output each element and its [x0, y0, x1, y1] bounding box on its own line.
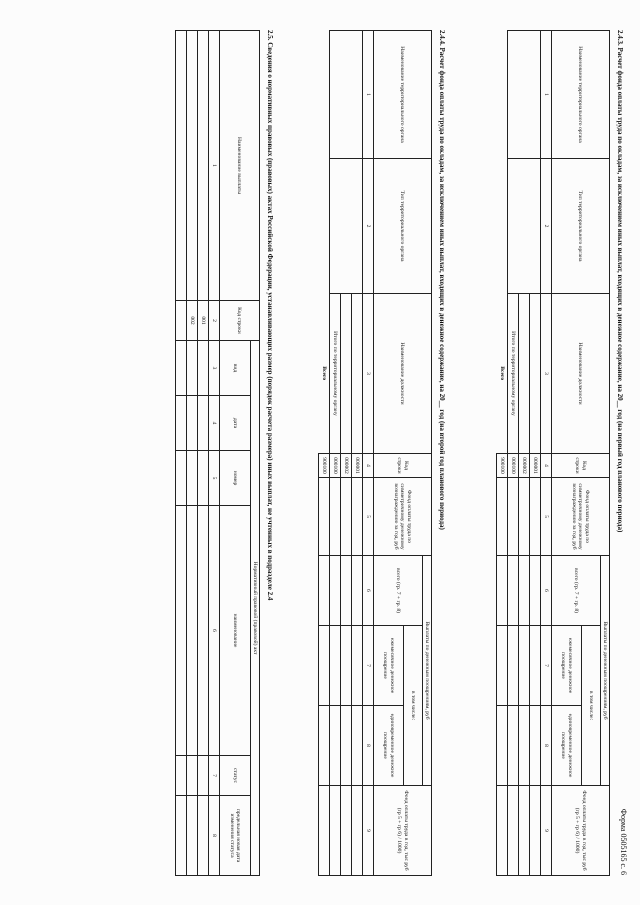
- s243-cell[interactable]: [529, 556, 540, 626]
- table-row: [318, 31, 329, 876]
- s244-colnum: 1: [362, 31, 373, 159]
- s25-cell[interactable]: [197, 796, 208, 876]
- s25-cell[interactable]: [186, 341, 197, 396]
- s244-position-cell[interactable]: [351, 294, 362, 454]
- s243-h-col2: Тип территориального органа: [551, 159, 609, 294]
- s243-cell[interactable]: [529, 626, 540, 706]
- s244-cell[interactable]: [340, 478, 351, 556]
- s243-cell[interactable]: [518, 786, 529, 876]
- s243-colnum: 6: [540, 556, 551, 626]
- s244-h-col6: всего (гр. 7 + гр. 8): [373, 556, 422, 626]
- s25-cell[interactable]: [175, 796, 186, 876]
- s25-cell[interactable]: [197, 341, 208, 396]
- table-row: [496, 31, 507, 876]
- s243-position-cell[interactable]: [529, 294, 540, 454]
- s25-cell[interactable]: [197, 451, 208, 506]
- s244-cell[interactable]: [318, 478, 329, 556]
- s243-cell[interactable]: [529, 786, 540, 876]
- s243-colnum: 3: [540, 294, 551, 454]
- s25-h-col3: вид: [219, 341, 250, 396]
- s243-row-code: 000001: [529, 454, 540, 478]
- s244-cell[interactable]: [329, 556, 340, 626]
- s25-cell[interactable]: [175, 301, 186, 341]
- s244-h-col3: Наименование должности: [373, 294, 431, 454]
- s25-cell[interactable]: [197, 506, 208, 756]
- s244-h-group: Выплаты по денежным поощрениям, руб: [422, 556, 431, 786]
- s243-cell[interactable]: [518, 626, 529, 706]
- s244-cell[interactable]: [329, 786, 340, 876]
- s243-cell[interactable]: [518, 478, 529, 556]
- s243-h-group: Выплаты по денежным поощрениям, руб: [600, 556, 609, 786]
- s243-h-col6: всего (гр. 7 + гр. 8): [551, 556, 600, 626]
- s25-cell[interactable]: [197, 396, 208, 451]
- s244-total-terr-code: 000100: [329, 454, 340, 478]
- s243-h-inthat: в том числе:: [582, 626, 600, 786]
- s25-cell[interactable]: [186, 756, 197, 796]
- s244-position-cell[interactable]: [340, 294, 351, 454]
- s244-total-terr-label: Итого по территориальному органу: [329, 294, 340, 454]
- s25-cell[interactable]: [175, 506, 186, 756]
- s244-cell[interactable]: [340, 786, 351, 876]
- table-row: [197, 31, 208, 876]
- s243-h-col5: Фонд оплаты труда по симметричному денежному вознаграждению за год, руб: [551, 478, 609, 556]
- s25-cell[interactable]: [197, 756, 208, 796]
- s244-h-col2: Тип территориального органа: [373, 159, 431, 294]
- s244-cell[interactable]: [318, 626, 329, 706]
- s244-colnum: 9: [362, 786, 373, 876]
- s244-cell[interactable]: [340, 706, 351, 786]
- s25-h-col8: предельная новая дата изменения статуса: [219, 796, 250, 876]
- s244-h-col8: единовременное денежное поощрение: [373, 706, 404, 786]
- section-25-table: [175, 30, 260, 876]
- s25-h-col6: наименование: [219, 506, 250, 756]
- s243-h-col7: ежемесячное денежное поощрение: [551, 626, 582, 706]
- s25-cell[interactable]: [175, 341, 186, 396]
- s244-terr-name-cell[interactable]: [329, 31, 362, 159]
- s243-cell[interactable]: [507, 706, 518, 786]
- s25-colnum: 3: [208, 341, 219, 396]
- section-244-title: 2.4.4. Расчет фонда оплаты труда по окладам, за исключением иных выплат, входящих в денежное содержание, на 20__ год (на второй год планового периода): [438, 30, 446, 530]
- s244-colnum: 5: [362, 478, 373, 556]
- s244-h-col4: Код строки: [373, 454, 431, 478]
- s25-cell[interactable]: [175, 396, 186, 451]
- s244-cell[interactable]: [351, 478, 362, 556]
- s244-cell[interactable]: [329, 706, 340, 786]
- s244-cell[interactable]: [351, 706, 362, 786]
- s243-cell[interactable]: [507, 626, 518, 706]
- s244-h-col9: Фонд оплаты труда в год, тыс руб (гр 5 + гр 6) / 1000): [373, 786, 431, 876]
- section-244-table: [318, 30, 432, 876]
- s243-position-cell[interactable]: [518, 294, 529, 454]
- s25-cell[interactable]: [186, 451, 197, 506]
- s243-cell[interactable]: [496, 556, 507, 626]
- s243-cell[interactable]: [518, 556, 529, 626]
- table-row: [175, 31, 186, 876]
- s25-colnum: 5: [208, 451, 219, 506]
- s25-h-group: Нормативный правовой (правовой) акт: [250, 341, 259, 876]
- s244-cell[interactable]: [340, 556, 351, 626]
- s25-cell[interactable]: [175, 756, 186, 796]
- s25-row-code: 001: [197, 301, 208, 341]
- s244-cell[interactable]: [351, 626, 362, 706]
- s25-h-col5: номер: [219, 451, 250, 506]
- s244-colnum: 7: [362, 626, 373, 706]
- s244-cell[interactable]: [351, 786, 362, 876]
- s243-total-label: Всего: [498, 366, 505, 381]
- s243-colnum: 9: [540, 786, 551, 876]
- s244-cell[interactable]: [329, 478, 340, 556]
- s244-colnum: 4: [362, 454, 373, 478]
- s243-cell[interactable]: [496, 626, 507, 706]
- section-243-table: [496, 30, 610, 876]
- s243-colnum: 8: [540, 706, 551, 786]
- s244-row-code: 000001: [351, 454, 362, 478]
- s244-cell[interactable]: [329, 626, 340, 706]
- s25-row-code: 002: [186, 301, 197, 341]
- s244-terr-type-cell[interactable]: [329, 159, 362, 294]
- s244-h-col5: Фонд оплаты труда по симметричному денежному вознаграждению за год, руб: [373, 478, 431, 556]
- s243-cell[interactable]: [507, 478, 518, 556]
- s243-h-col9: Фонд оплаты труда в год, тыс руб (гр 5 + гр 6) / 1000): [551, 786, 609, 876]
- s243-h-col4: Код строки: [551, 454, 609, 478]
- s25-cell[interactable]: [186, 796, 197, 876]
- s243-colnum: 4: [540, 454, 551, 478]
- s243-cell[interactable]: [496, 706, 507, 786]
- section-243-title: 2.4.3. Расчет фонда оплаты труда по окладам, за исключением иных выплат, входящих в денежное содержание, на 20__ год (на первый год планового периода): [616, 30, 624, 533]
- s243-cell[interactable]: [529, 706, 540, 786]
- s25-colnum: 6: [208, 506, 219, 756]
- s243-h-col3: Наименование должности: [551, 294, 609, 454]
- s25-payment-name-cell[interactable]: [197, 31, 208, 301]
- s25-h-col1: Наименование выплаты: [219, 31, 259, 301]
- s243-cell[interactable]: [518, 706, 529, 786]
- s243-colnum: 2: [540, 159, 551, 294]
- table-row: [529, 31, 540, 876]
- s244-cell[interactable]: [318, 786, 329, 876]
- s243-cell[interactable]: [507, 786, 518, 876]
- s243-h-col1: Наименование территориального органа: [551, 31, 609, 159]
- s243-total-code: 900100: [496, 454, 507, 478]
- s25-colnum: 2: [208, 301, 219, 341]
- s243-cell[interactable]: [496, 478, 507, 556]
- s25-colnum: 7: [208, 756, 219, 796]
- s243-cell[interactable]: [529, 478, 540, 556]
- s243-cell[interactable]: [496, 786, 507, 876]
- s25-colnum: 8: [208, 796, 219, 876]
- s244-cell[interactable]: [351, 556, 362, 626]
- s25-cell[interactable]: [186, 396, 197, 451]
- s244-colnum: 6: [362, 556, 373, 626]
- s243-row-code: 000002: [518, 454, 529, 478]
- s243-colnum: 7: [540, 626, 551, 706]
- s244-cell[interactable]: [318, 556, 329, 626]
- s25-colnum: 1: [208, 31, 219, 301]
- s25-h-col7: статус: [219, 756, 250, 796]
- s244-colnum: 2: [362, 159, 373, 294]
- s243-total-terr-code: 000100: [507, 454, 518, 478]
- s244-row-code: 000002: [340, 454, 351, 478]
- s243-colnum: 1: [540, 31, 551, 159]
- s243-total-terr-label: Итого по территориальному органу: [507, 294, 518, 454]
- s243-terr-name-cell[interactable]: [507, 31, 540, 159]
- table-row: [351, 31, 362, 876]
- s25-payment-name-cell[interactable]: [186, 31, 197, 301]
- s244-total-label: Всего: [320, 366, 327, 381]
- s244-h-col7: ежемесячное денежное поощрение: [373, 626, 404, 706]
- s25-h-col4: дата: [219, 396, 250, 451]
- s244-colnum: 8: [362, 706, 373, 786]
- s243-colnum: 5: [540, 478, 551, 556]
- s244-total-code: 900100: [318, 454, 329, 478]
- table-row: [186, 31, 197, 876]
- s243-h-col8: единовременное денежное поощрение: [551, 706, 582, 786]
- s25-cell[interactable]: [186, 506, 197, 756]
- section-25-title: 2.5. Сведения о нормативных правовых (правовых) актах Российской Федерации, устанавливающих размер (порядок расчета размера) иных выплат, не учтенных в подразделе 2.4: [266, 30, 274, 601]
- s243-terr-type-cell[interactable]: [507, 159, 540, 294]
- s244-h-inthat: в том числе:: [404, 626, 422, 786]
- s244-cell[interactable]: [318, 706, 329, 786]
- s244-colnum: 3: [362, 294, 373, 454]
- form-number: Форма 0505165 с. 6: [619, 808, 628, 875]
- s244-cell[interactable]: [340, 626, 351, 706]
- s25-cell[interactable]: [175, 451, 186, 506]
- s25-colnum: 4: [208, 396, 219, 451]
- s25-h-col2: Код строки: [219, 301, 259, 341]
- s25-payment-name-cell[interactable]: [175, 31, 186, 301]
- s243-cell[interactable]: [507, 556, 518, 626]
- s244-h-col1: Наименование территориального органа: [373, 31, 431, 159]
